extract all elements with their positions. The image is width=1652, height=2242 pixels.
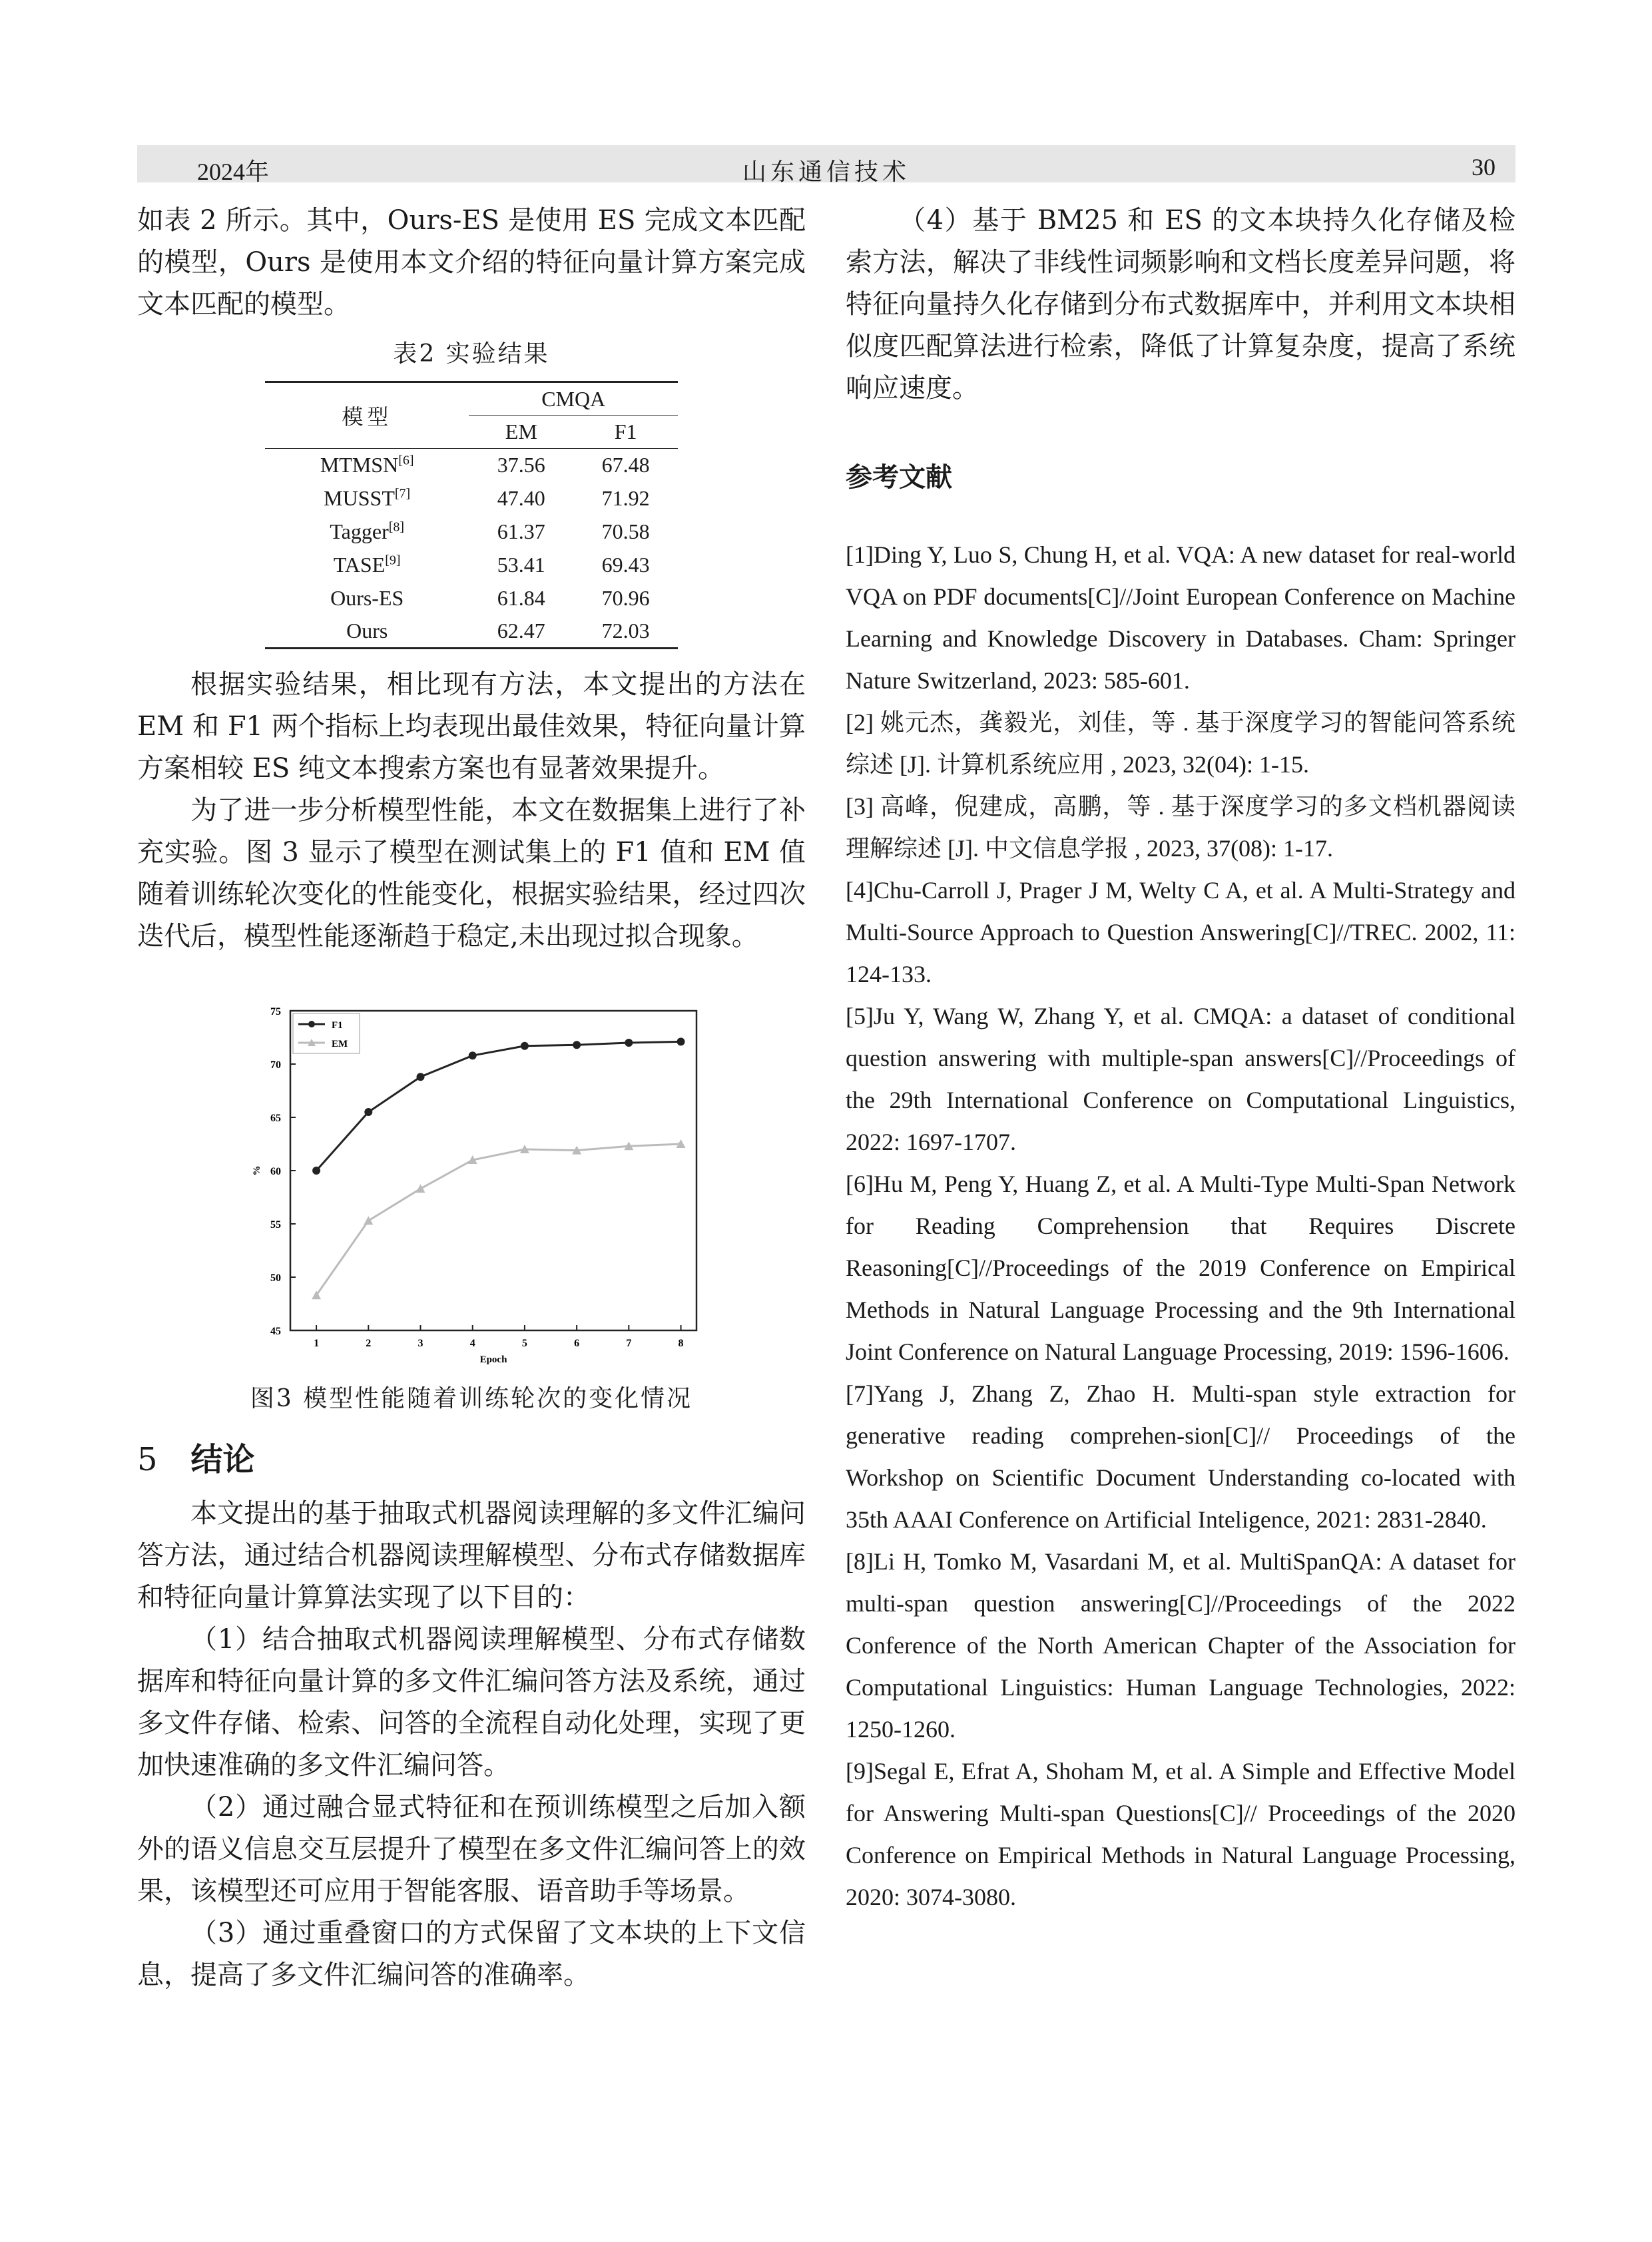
data-point-f1 [417, 1073, 425, 1081]
table-body [265, 449, 678, 649]
legend-marker-f1 [308, 1021, 315, 1027]
y-tick-label: 60 [270, 1166, 281, 1177]
data-point-f1 [364, 1108, 372, 1116]
x-tick-label: 5 [521, 1338, 527, 1349]
x-tick-label: 6 [574, 1338, 580, 1349]
table-row [265, 515, 678, 549]
table-cell-f1: 69.43 [601, 553, 650, 577]
model-citation: [9] [385, 553, 401, 568]
x-axis-label: Epoch [479, 1354, 507, 1365]
reference-item: [4]Chu-Carroll J, Prager J M, Welty C A, et al. A Multi-Strategy and Multi-Source Approach to Question Answering[C]//TREC. 2002, 11: 124-133. [846, 877, 1515, 987]
result-paragraph-1: 根据实验结果，相比现有方法，本文提出的方法在 EM 和 F1 两个指标上均表现出最佳效果，特征向量计算方案相较 ES 纯文本搜索方案也有显著效果提升。 [137, 669, 806, 784]
table-cell-f1: 70.96 [601, 586, 650, 610]
model-name: TASE [333, 553, 386, 577]
table-header-em: EM [505, 420, 537, 443]
reference-item: [3] 高峰，倪建成，高鹏，等 . 基于深度学习的多文档机器阅读理解综述 [J]. 中文信息学报 , 2023, 37(08): 1-17. [846, 793, 1515, 862]
table-row [265, 549, 678, 582]
y-tick-label: 45 [270, 1326, 281, 1337]
legend-box [293, 1013, 360, 1053]
table-cell-f1: 67.48 [573, 449, 678, 482]
reference-item: [6]Hu M, Peng Y, Huang Z, et al. A Multi-Type Multi-Span Network for Reading Comprehension that Requires Discrete Reasoning[C]//Proceedings of the 2019 Conference on Empirical Methods in Natural Language Processing and the 9th International Joint Conference on Natural Language Processing, 2019: 1596-1606. [846, 1171, 1515, 1365]
x-tick-label: 4 [469, 1338, 475, 1349]
x-tick-label: 2 [366, 1338, 372, 1349]
table-row [265, 449, 678, 482]
x-tick-label: 8 [678, 1338, 684, 1349]
model-name: MTMSN [320, 453, 399, 477]
x-tick-label: 7 [626, 1338, 632, 1349]
y-axis-label: % [252, 1165, 262, 1176]
conclusion-paragraph-3: （2）通过融合显式特征和在预训练模型之后加入额外的语义信息交互层提升了模型在多文件汇编问答上的效果，该模型还可应用于智能客服、语音助手等场景。 [137, 1792, 806, 1906]
table-cell-f1: 71.92 [601, 486, 650, 510]
right-column [846, 200, 1515, 1918]
reference-item: [8]Li H, Tomko M, Vasardani M, et al. MultiSpanQA: A dataset for multi-span question answering[C]//Proceedings of the 2022 Conference of the North American Chapter of the Association for Computational Linguistics: Human Language Technologies, 2022: 1250-1260. [846, 1548, 1515, 1743]
table-cell-f1: 72.03 [573, 615, 678, 649]
table-row [265, 582, 678, 615]
table-cell-em: 61.37 [497, 519, 545, 543]
references-list [846, 534, 1515, 1918]
table-header-f1: F1 [614, 420, 637, 443]
table-row [265, 615, 678, 649]
reference-item: [9]Segal E, Efrat A, Shoham M, et al. A Simple and Effective Model for Answering Multi-span Questions[C]// Proceedings of the 2020 Conference on Empirical Methods in Natural Language Processing, 2020: 3074-3080. [846, 1758, 1515, 1910]
model-name: Ours [346, 619, 388, 643]
table-cell-em: 47.40 [497, 486, 545, 510]
reference-item: [7]Yang J, Zhang Z, Zhao H. Multi-span style extraction for generative reading comprehen-sion[C]// Proceedings of the Workshop on Scientific Document Understanding co-located with 35th AAAI Conference on Artificial Inteligence, 2021: 2831-2840. [846, 1380, 1515, 1533]
legend-label-f1: F1 [332, 1020, 343, 1031]
series-line-f1 [316, 1041, 681, 1171]
left-column [137, 200, 806, 1996]
table-header-cmqa: CMQA [469, 382, 678, 416]
section-heading [137, 1434, 806, 1480]
model-name: Ours-ES [330, 586, 404, 610]
data-point-f1 [312, 1167, 320, 1175]
data-point-f1 [573, 1041, 581, 1049]
header-journal: 山东通信技术 [742, 158, 910, 185]
model-citation: [7] [394, 486, 411, 501]
table-row [265, 482, 678, 515]
conclusion-paragraph-1: 本文提出的基于抽取式机器阅读理解的多文件汇编问答方法，通过结合机器阅读理解模型、分布式存储数据库和特征向量计算算法实现了以下目的： [137, 1498, 806, 1613]
x-tick-label: 3 [417, 1338, 423, 1349]
model-name: Tagger [330, 519, 389, 543]
data-point-em [364, 1216, 373, 1225]
series-line-em [316, 1144, 681, 1295]
table-caption: 表2 实验结果 [393, 340, 550, 368]
table-cell-em: 37.56 [469, 449, 573, 482]
section-title: 结论 [190, 1441, 255, 1478]
section-number: 5 [137, 1441, 158, 1478]
results-table [265, 381, 678, 649]
model-name: MUSST [324, 486, 395, 510]
y-tick-label: 50 [270, 1272, 281, 1284]
references-heading: 参考文献 [846, 461, 952, 493]
table-cell-model [265, 482, 469, 515]
y-tick-label: 55 [270, 1219, 281, 1231]
table-cell-model [265, 582, 469, 615]
header-year: 2024年 [197, 158, 270, 185]
table-cell-model [265, 615, 469, 649]
chart-plot-area [252, 1006, 696, 1365]
model-citation: [8] [388, 519, 405, 535]
y-tick-label: 65 [270, 1113, 281, 1124]
table-cell-f1: 70.58 [601, 519, 650, 543]
table-cell-model [265, 549, 469, 582]
result-paragraph-2: 为了进一步分析模型性能，本文在数据集上进行了补充实验。图 3 显示了模型在测试集上的 F1 值和 EM 值随着训练轮次变化的性能变化，根据实验结果，经过四次迭代后，模型性能逐渐趋于稳定,未出现过拟合现象。 [137, 795, 806, 952]
data-point-f1 [521, 1042, 529, 1050]
conclusion-paragraph-2: （1）结合抽取式机器阅读理解模型、分布式存储数据库和特征向量计算的多文件汇编问答方法及系统，通过多文件存储、检索、问答的全流程自动化处理，实现了更加快速准确的多文件汇编问答。 [137, 1624, 806, 1781]
performance-chart [230, 997, 710, 1370]
conclusion-paragraph-5: （4）基于 BM25 和 ES 的文本块持久化存储及检索方法，解决了非线性词频影响和文档长度差异问题，将特征向量持久化存储到分布式数据库中，并利用文本块相似度匹配算法进行检索，降低了计算复杂度，提高了系统响应速度。 [846, 205, 1515, 404]
y-tick-label: 70 [270, 1059, 281, 1071]
data-point-f1 [469, 1051, 477, 1059]
data-point-f1 [677, 1037, 685, 1045]
chart-frame [290, 1011, 696, 1330]
table-header-model: 模型 [342, 404, 393, 429]
y-tick-label: 75 [270, 1006, 281, 1017]
reference-item: [2] 姚元杰，龚毅光，刘佳，等 . 基于深度学习的智能问答系统综述 [J]. 计算机系统应用 , 2023, 32(04): 1-15. [846, 709, 1515, 778]
reference-item: [5]Ju Y, Wang W, Zhang Y, et al. CMQA: a dataset of conditional question answering with multiple-span answers[C]//Proceedings of the 29th International Conference on Computational Linguistics, 2022: 1697-1707. [846, 1003, 1515, 1155]
legend-label-em: EM [332, 1039, 348, 1049]
reference-item: [1]Ding Y, Luo S, Chung H, et al. VQA: A new dataset for real-world VQA on PDF documents[C]//Joint European Conference on Machine Learning and Knowledge Discovery in Databases. Cham: Springer Nature Switzerland, 2023: 585-601. [846, 541, 1515, 694]
data-point-em [416, 1184, 425, 1193]
figure-caption: 图3 模型性能随着训练轮次的变化情况 [250, 1385, 693, 1412]
conclusion-paragraph-4: （3）通过重叠窗口的方式保留了文本块的上下文信息，提高了多文件汇编问答的准确率。 [137, 1918, 806, 1990]
table-cell-em: 61.84 [497, 586, 545, 610]
header-page-number: 30 [1472, 154, 1496, 180]
table-cell-model [265, 515, 469, 549]
x-tick-label: 1 [314, 1338, 320, 1349]
page-header [137, 145, 1515, 185]
intro-paragraph: 如表 2 所示。其中，Ours-ES 是使用 ES 完成文本匹配的模型，Ours 是使用本文介绍的特征向量计算方案完成文本匹配的模型。 [137, 205, 806, 320]
model-citation: [6] [398, 453, 414, 468]
data-point-f1 [625, 1039, 633, 1047]
table-cell-model [265, 449, 469, 482]
table-cell-em: 53.41 [497, 553, 545, 577]
table-cell-em: 62.47 [469, 615, 573, 649]
